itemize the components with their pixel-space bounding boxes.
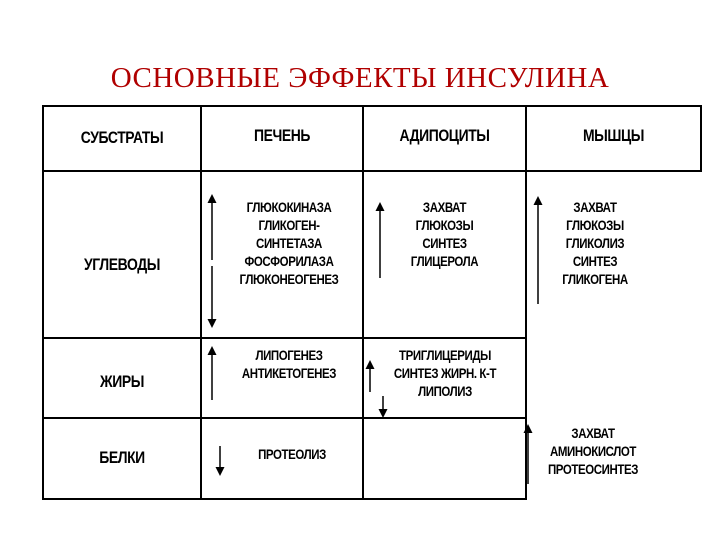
effect-line: ПРОТЕОЛИЗ: [258, 446, 326, 462]
decrease-arrow-icon: [214, 446, 226, 476]
liver-protein-effects: [235, 445, 350, 463]
header-substrates: СУБСТРАТЫ: [80, 128, 164, 147]
table-border-left: [42, 105, 44, 500]
effect-line: ЗАХВАТ: [573, 199, 617, 215]
table-border-top: [42, 105, 702, 107]
effect-line: ГЛЮКОКИНАЗА: [246, 199, 332, 215]
muscle-protein-effects: [540, 424, 647, 478]
effect-line: ГЛЮКОЗЫ: [415, 217, 474, 233]
increase-arrow-icon: [532, 196, 544, 304]
table-border-right: [700, 105, 702, 172]
increase-arrow-icon: [206, 194, 218, 262]
table-row-divider: [42, 170, 702, 172]
effect-line: ГЛИКОГЕНА: [562, 271, 628, 287]
effect-line: ГЛИКОГЕН-: [258, 217, 320, 233]
effect-line: СИНТЕЗ: [422, 235, 467, 251]
header-muscles: МЫШЦЫ: [582, 126, 645, 145]
decrease-arrow-icon: [206, 266, 218, 328]
adipocyte-carbohydrate-effects: [393, 198, 496, 270]
effect-line: ГЛИЦЕРОЛА: [410, 253, 479, 269]
effect-line: ЗАХВАТ: [571, 425, 615, 441]
decrease-arrow-icon: [377, 396, 389, 418]
row-label-fats: ЖИРЫ: [100, 372, 144, 391]
effect-line: ТРИГЛИЦЕРИДЫ: [399, 347, 491, 363]
row-label-proteins: БЕЛКИ: [99, 448, 145, 467]
table-row-divider: [42, 337, 527, 339]
table-border-bottom: [42, 498, 527, 500]
table-column-divider: [200, 105, 202, 500]
muscle-carbohydrate-effects: [550, 198, 640, 288]
effect-line: ГЛЮКОЗЫ: [566, 217, 624, 233]
effect-line: АМИНОКИСЛОТ: [549, 443, 637, 459]
effect-line: ЗАХВАТ: [422, 199, 467, 215]
header-adipocytes: АДИПОЦИТЫ: [399, 126, 490, 145]
header-liver: ПЕЧЕНЬ: [253, 126, 311, 145]
table-row-divider: [42, 417, 527, 419]
table-column-divider: [362, 105, 364, 500]
effect-line: ПРОТЕОСИНТЕЗ: [547, 461, 639, 477]
effect-line: СИНТЕЗ ЖИРН. К-Т: [393, 365, 497, 381]
effect-line: ГЛИКОЛИЗ: [565, 235, 625, 251]
effect-line: ЛИПОГЕНЕЗ: [255, 347, 323, 363]
effect-line: ЛИПОЛИЗ: [418, 383, 472, 399]
row-label-carbohydrates: УГЛЕВОДЫ: [83, 255, 160, 274]
effect-line: СИНТЕТАЗА: [256, 235, 322, 251]
effect-line: СИНТЕЗ: [572, 253, 618, 269]
liver-carbohydrate-effects: [228, 198, 351, 288]
liver-fat-effects: [228, 346, 351, 382]
slide-title: ОСНОВНЫЕ ЭФФЕКТЫ ИНСУЛИНА: [110, 62, 610, 94]
effect-line: ГЛЮКОНЕОГЕНЕЗ: [239, 271, 339, 287]
adipocyte-fat-effects: [380, 346, 510, 400]
increase-arrow-icon: [522, 424, 534, 484]
effect-line: АНТИКЕТОГЕНЕЗ: [241, 365, 337, 381]
effect-line: ФОСФОРИЛАЗА: [244, 253, 334, 269]
increase-arrow-icon: [374, 202, 386, 278]
increase-arrow-icon: [206, 346, 218, 400]
increase-arrow-icon: [364, 360, 376, 392]
